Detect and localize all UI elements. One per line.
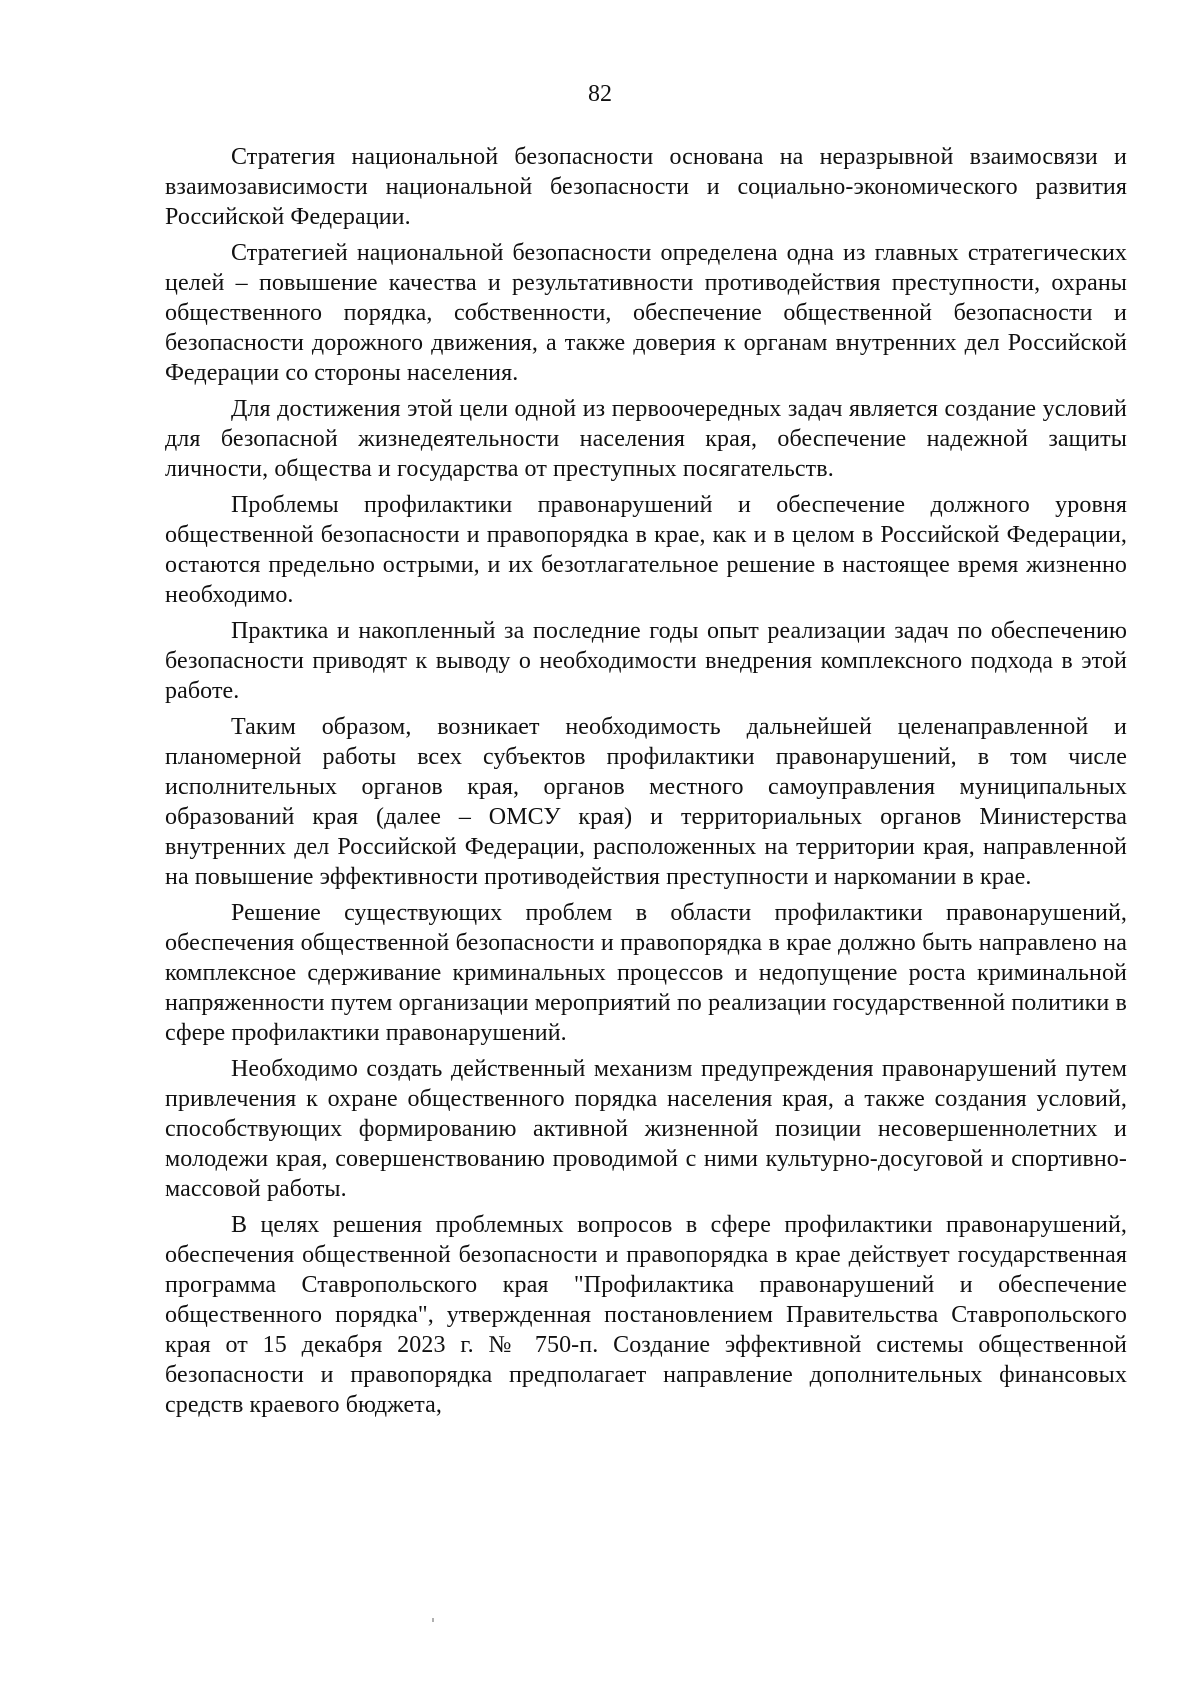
paragraph-9: В целях решения проблемных вопросов в сфере профилактики правонарушений, обеспечения общественной безопасности и правопорядка в крае действует государственная программа Ставропольского края "Профилактика правонарушений и обеспечение общественного порядка", утвержденная постановлением Правительства Ставропольского края от 15 декабря 2023 г. № 750-п. Создание эффективной системы общественной безопасности и правопорядка предполагает направление дополнительных финансовых средств краевого бюджета, bbox=[165, 1212, 1127, 1418]
paragraph-1: Стратегия национальной безопасности основана на неразрывной взаимосвязи и взаимозависимости национальной безопасности и социально-экономического развития Российской Федерации. bbox=[165, 144, 1127, 230]
paragraph-2: Стратегией национальной безопасности определена одна из главных стратегических целей – повышение качества и результативности противодействия преступности, охраны общественного порядка, собственности, обеспечение общественной безопасности и безопасности дорожного движения, а также доверия к органам внутренних дел Российской Федерации со стороны населения. bbox=[165, 240, 1127, 386]
page-number: 82 bbox=[588, 81, 612, 107]
paragraph-6: Таким образом, возникает необходимость дальнейшей целенаправленной и планомерной работы всех субъектов профилактики правонарушений, в том числе исполнительных органов края, органов местного самоуправления муниципальных образований края (далее – ОМСУ края) и территориальных органов Министерства внутренних дел Российской Федерации, расположенных на территории края, направленной на повышение эффективности противодействия преступности и наркомании в крае. bbox=[165, 714, 1127, 890]
scan-speck bbox=[432, 1618, 434, 1622]
paragraph-4: Проблемы профилактики правонарушений и обеспечение должного уровня общественной безопасности и правопорядка в крае, как и в целом в Российской Федерации, остаются предельно острыми, и их безотлагательное решение в настоящее время жизненно необходимо. bbox=[165, 492, 1127, 608]
paragraph-3: Для достижения этой цели одной из первоочередных задач является создание условий для безопасной жизнедеятельности населения края, обеспечение надежной защиты личности, общества и государства от преступных посягательств. bbox=[165, 396, 1127, 482]
paragraph-8: Необходимо создать действенный механизм предупреждения правонарушений путем привлечения к охране общественного порядка населения края, а также создания условий, способствующих формированию активной жизненной позиции несовершеннолетних и молодежи края, совершенствованию проводимой с ними культурно-досуговой и спортивно-массовой работы. bbox=[165, 1056, 1127, 1202]
document-body bbox=[165, 142, 1127, 1426]
paragraph-5: Практика и накопленный за последние годы опыт реализации задач по обеспечению безопасности приводят к выводу о необходимости внедрения комплексного подхода в этой работе. bbox=[165, 618, 1127, 704]
paragraph-7: Решение существующих проблем в области профилактики правонарушений, обеспечения общественной безопасности и правопорядка в крае должно быть направлено на комплексное сдерживание криминальных процессов и недопущение роста криминальной напряженности путем организации мероприятий по реализации государственной политики в сфере профилактики правонарушений. bbox=[165, 900, 1127, 1046]
